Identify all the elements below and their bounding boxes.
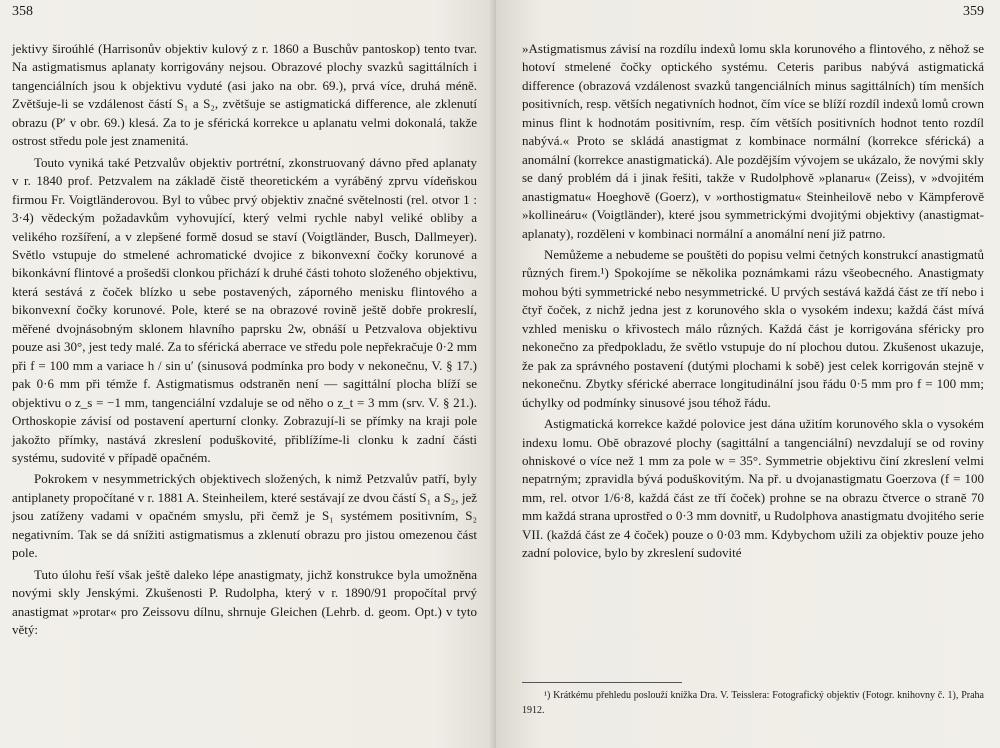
paragraph: »Astigmatismus závisí na rozdílu indexů lomu skla korunového a flintového, z něhož se hotoví stmelené čočky optického systému. Ceteris paribus nabývá astigmatická difference (obrazová vzdálenost svazků tangenciálních minus sagittálních) tím menších positivních, resp. větších negativních hodnot, čím více se blíží rozdíl indexů lomů crown minus flint k hodnotám positivním, resp. čím větších positivních hodnot tento rozdíl nabývá.« Proto se skládá anastigmat z kombinace normální (korrekce sférická) a anomální (korrekce anastigmatická). Ale pozdějším vývojem se ukázalo, že novými skly se daný problém dá i jinak řešiti, takže v Rudolphově »planaru« (Zeiss), v »dvojitém anastigmatu« Hoeghově (Goerz), v »orthostigmatu« Steinheilově nebo v Kämpferově »kollineáru« (Voigtländer), které jsou symmetrickými dvojitými objektivy (anastigmat-aplanaty), rozděleni v kombinaci normální a anomální není již patrno. (522, 41, 984, 241)
paragraph: Tuto úlohu řeší však ještě daleko lépe anastigmaty, jichž konstrukce byla umožněna novými skly Jenskými. Zkušenosti P. Rudolpha, který v r. 1890/91 propočítal prvý anastigmat »protar« pro Zeissovu dílnu, shrnuje Gleichen (Lehrb. d. geom. Opt.) v tyto větý: (12, 566, 477, 638)
page-number-left: 358 (12, 4, 33, 19)
paragraph: Pokrokem v nesymmetrických objektivech složených, k nimž Petzvalův patří, byly antiplanety propočítané v r. 1881 A. Steinheilem, které sestávají ze dvou částí S₁ a S₂, jež jsou zatíženy vadami v opačném smyslu, při čemž je S₁ systémem positivním, S₂ negativním. Tak se dá snížiti astigmatismus a zklenutí obrazu pro jistou omezenou část pole. (12, 471, 477, 561)
page-number-right: 359 (963, 4, 984, 19)
right-page (496, 0, 1000, 748)
left-page-text (12, 40, 477, 640)
paragraph: Nemůžeme a nebudeme se pouštěti do popisu velmi četných konstrukcí anastigmatů různých firem.¹) Spokojíme se několika poznámkami rázu všeobecného. Anastigmaty mohou býti symmetrické nebo nesymmetrické. U prvých sestává každá část ze tří nebo i čtyř čoček, z nichž jedna jest z korunového skla o vysokém indexu; každá část mívá vzhled menisku o křivostech málo různých. Každá část je korrigována sféricky pro nekonečno za předpokladu, že světlo vstupuje do ní plochou dutou. Zkušenost ukazuje, že pak za správného postavení (dutými plochami k sobě) jest celek korrigován stejně v nekonečnu. Zbytky sférické aberrace longitudinální jsou řádu 0·5 mm pro f = 100 mm; úchylky od podmínky sinusové jsou téhož řádu. (522, 246, 984, 410)
footnote-divider (522, 682, 682, 683)
paragraph: Touto vyniká také Petzvalův objektiv portrétní, zkonstruovaný dávno před aplanaty v r. 1840 prof. Petzvalem na základě čistě theoretickém a vyráběný zprvu vídeňskou firmou Fr. Voigtländerovou. Byl to vůbec prvý objektiv značné světelnosti (rel. otvor 1 : 3·4) vědeckým požadavkům vyhovující, který velmi rychle nabyl veliké obliby a velikého rozšíření, a v zlepšené formě dosud se staví (Voigtländer, Busch, Dallmeyer). Světlo vstupuje do stmelené achromatické dvojice z bikonvexní čočky korunové a bikonkávní flintové a prošedši clonkou přichází k druhé části tohoto složeného objektivu, která sestává z čoček blízko u sebe postavených, záporného menisku flintového a bikonvexní čočky korunové. Pole, které se na obrazové rovině ještě dobře prokreslí, měřené dvojnásobným sklonem hlavního paprsku 2w, obnáší u Petzvalova objektivu pouze asi 30°, jest tedy malé. Za to sférická aberrace ve středu pole nepřekračuje 0·2 mm při f = 100 mm a variace h / sin u′ (sinusová podmínka pro body v nekonečnu, V. § 17.) pak 0·6 mm při témže f. Astigmatismus odstraněn není — sagittální plocha blíží se objektivu o z_s = −1 mm, tangenciální vzdaluje se od něho o z_t = 3 mm (srv. V. § 21.). Orthoskopie závisí od postavení aperturní clonky. Zobrazují-li se přímky na kraji pole jakožto přímky, nastává zkreslení poduškovité, přiblížíme-li clonku k zadní části systému, sudovité v případě opačném. (12, 154, 478, 465)
paragraph: Astigmatická korrekce každé polovice jest dána užitím korunového skla o vysokém indexu lomu. Obě obrazové plochy (sagittální a tangenciální) nevzdalují se od roviny ohniskové o více než 1 mm za pole w = 35°. Symmetrie objektivu činí zkreslení velmi nepatrným; zpravidla bývá poduškovitým. Na př. u dvojanastigmatu Goerzova (f = 100 mm, rel. otvor 1/6·8, každá část ze tří čoček) prohne se na obrazu čtverce o straně 70 mm každá strana uprostřed o 0·3 mm dovnitř, u Rudolphova anastigmatu dvojitého serie VII. (každá část ze 4 čoček) pouze o 0·03 mm. Kdybychom užili za objektiv pouze jeho zadní polovice, bylo by zkreslení sudovité (522, 416, 984, 561)
right-page-text (522, 40, 984, 563)
left-page (0, 0, 496, 748)
footnote: ¹) Krátkému přehledu poslouží knížka Dra. V. Teisslera: Fotografický objektiv (Fotogr. knihovny č. 1), Praha 1912. (522, 690, 984, 716)
paragraph: jektivy široúhlé (Harrisonův objektiv kulový z r. 1860 a Buschův pantoskop) tento tvar. Na astigmatismus aplanaty korrigovány nejsou. Obrazové plochy svazků sagittálních i tangenciálních jsou k objektivu vyduté (asi jako na obr. 69.), prvá více, druhá méně. Zvětšuje-li se vzdálenost částí S₁ a S₂, zvětšuje se astigmatická difference, ale zklenutí obrazu (P′ v obr. 69.) klesá. Za to je sférická korrekce u aplanatu velmi dokonalá, takže ostrost středu pole jest znamenitá. (12, 41, 477, 149)
